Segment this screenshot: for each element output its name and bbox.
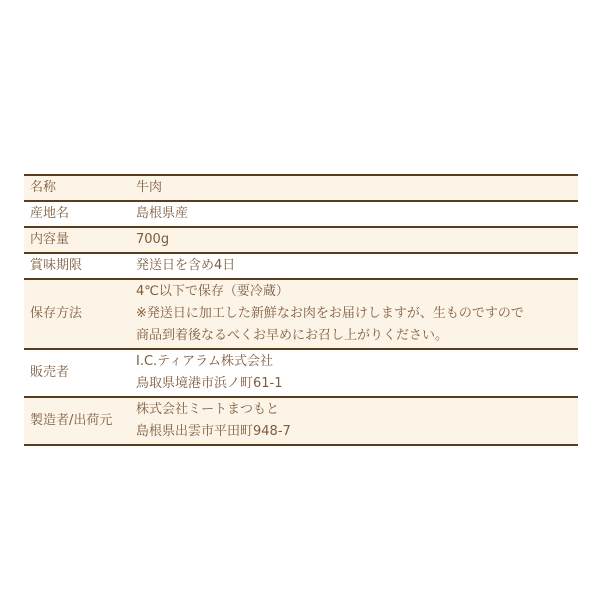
value-line: 4℃以下で保存（要冷蔵） [136, 284, 289, 299]
row-value-seller [136, 349, 578, 397]
table-row [24, 201, 578, 227]
row-value-name [136, 175, 578, 201]
value-line: 発送日を含め4日 [136, 258, 236, 273]
table-row [24, 227, 578, 253]
value-line: 鳥取県境港市浜ノ町61-1 [136, 376, 283, 391]
row-value-contents [136, 227, 578, 253]
value-line: ※発送日に加工した新鮮なお肉をお届けしますが、生ものですので [136, 306, 524, 321]
table-row [24, 175, 578, 201]
row-label-storage-method: 保存方法 [30, 306, 83, 321]
row-label-name: 名称 [30, 180, 57, 195]
row-label-origin: 産地名 [30, 206, 70, 221]
value-line: 島根県産 [136, 206, 189, 221]
value-line: 商品到着後なるべくお早めにお召し上がりください。 [136, 328, 449, 343]
product-spec-table [24, 174, 578, 446]
table-row [24, 279, 578, 349]
row-label-seller: 販売者 [30, 365, 70, 380]
row-label-contents: 内容量 [30, 232, 70, 247]
table-row [24, 349, 578, 397]
row-value-manufacturer [136, 397, 578, 445]
row-value-storage-method [136, 279, 578, 349]
row-label-manufacturer: 製造者/出荷元 [30, 413, 113, 428]
row-value-best-before [136, 253, 578, 279]
value-line: 牛肉 [136, 180, 163, 195]
value-line: 株式会社ミートまつもと [136, 402, 280, 417]
table-row [24, 397, 578, 445]
row-label-best-before: 賞味期限 [30, 258, 83, 273]
value-line: 島根県出雲市平田町948-7 [136, 424, 291, 439]
row-value-origin [136, 201, 578, 227]
value-line: 700g [136, 232, 170, 247]
value-line: I.C.ティアラム株式会社 [136, 354, 274, 369]
table-row [24, 253, 578, 279]
